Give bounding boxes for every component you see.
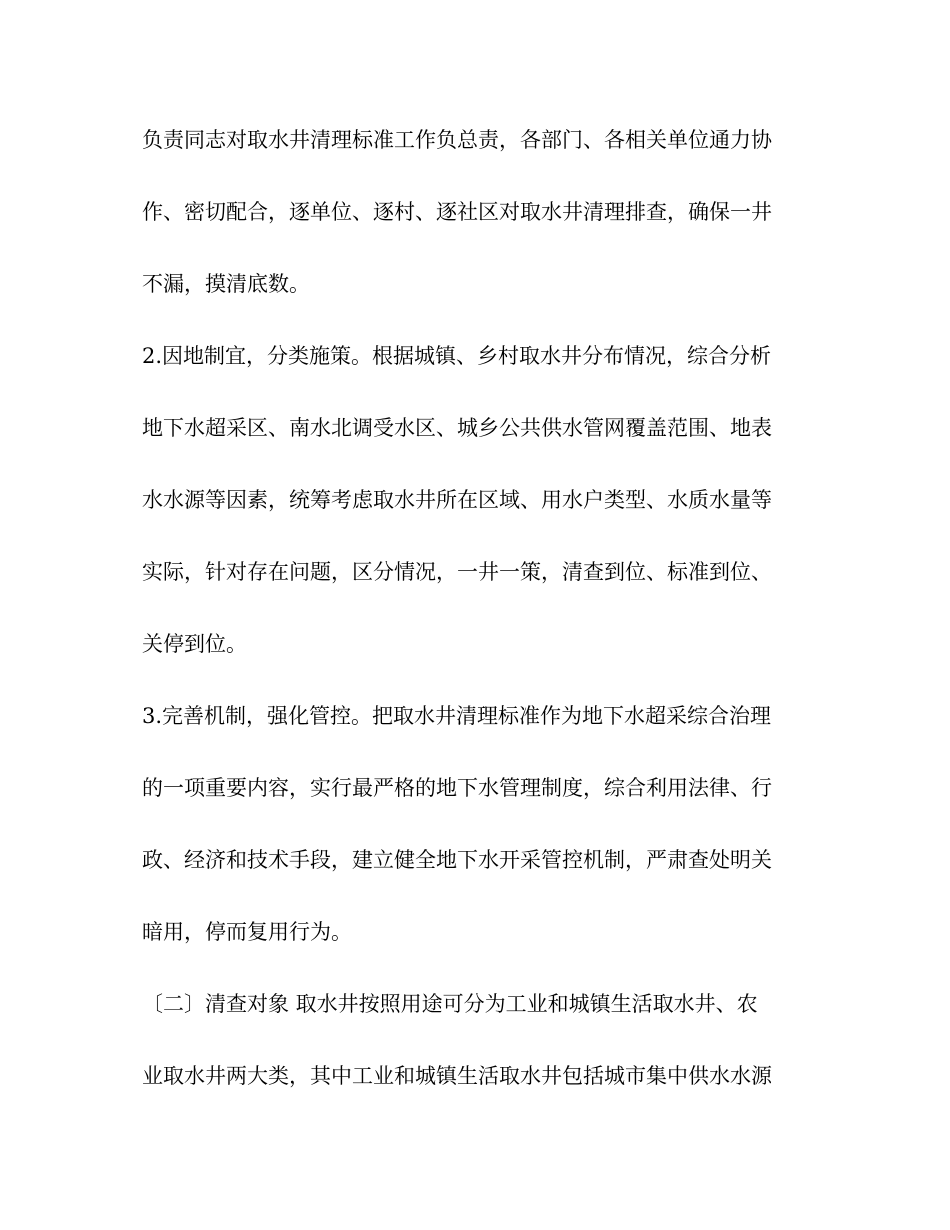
- text-line: 水水源等因素，统筹考虑取水井所在区域、用水户类型、水质水量等: [142, 488, 772, 512]
- text-line: 不漏，摸清底数。: [142, 272, 310, 296]
- text-line: 2.因地制宜，分类施策。根据城镇、乡村取水井分布情况，综合分析: [142, 344, 772, 368]
- text-line: 暗用，停而复用行为。: [142, 920, 352, 944]
- text-line: 3.完善机制，强化管控。把取水井清理标准作为地下水超采综合治理: [142, 704, 772, 728]
- text-line: 〔二〕清查对象 取水井按照用途可分为工业和城镇生活取水井、农: [142, 992, 758, 1016]
- text-line: 的一项重要内容，实行最严格的地下水管理制度，综合利用法律、行: [142, 776, 772, 800]
- text-line: 政、经济和技术手段，建立健全地下水开采管控机制，严肃查处明关: [142, 848, 772, 872]
- text-line: 地下水超采区、南水北调受水区、城乡公共供水管网覆盖范围、地表: [142, 416, 772, 440]
- text-line: 负责同志对取水井清理标准工作负总责，各部门、各相关单位通力协: [142, 128, 772, 152]
- text-line: 关停到位。: [142, 632, 247, 656]
- text-line: 业取水井两大类，其中工业和城镇生活取水井包括城市集中供水水源: [142, 1064, 772, 1088]
- text-line: 实际，针对存在问题，区分情况，一井一策，清查到位、标准到位、: [142, 560, 772, 584]
- document-body: [142, 116, 822, 1124]
- text-line: 作、密切配合，逐单位、逐村、逐社区对取水井清理排查，确保一井: [142, 200, 772, 224]
